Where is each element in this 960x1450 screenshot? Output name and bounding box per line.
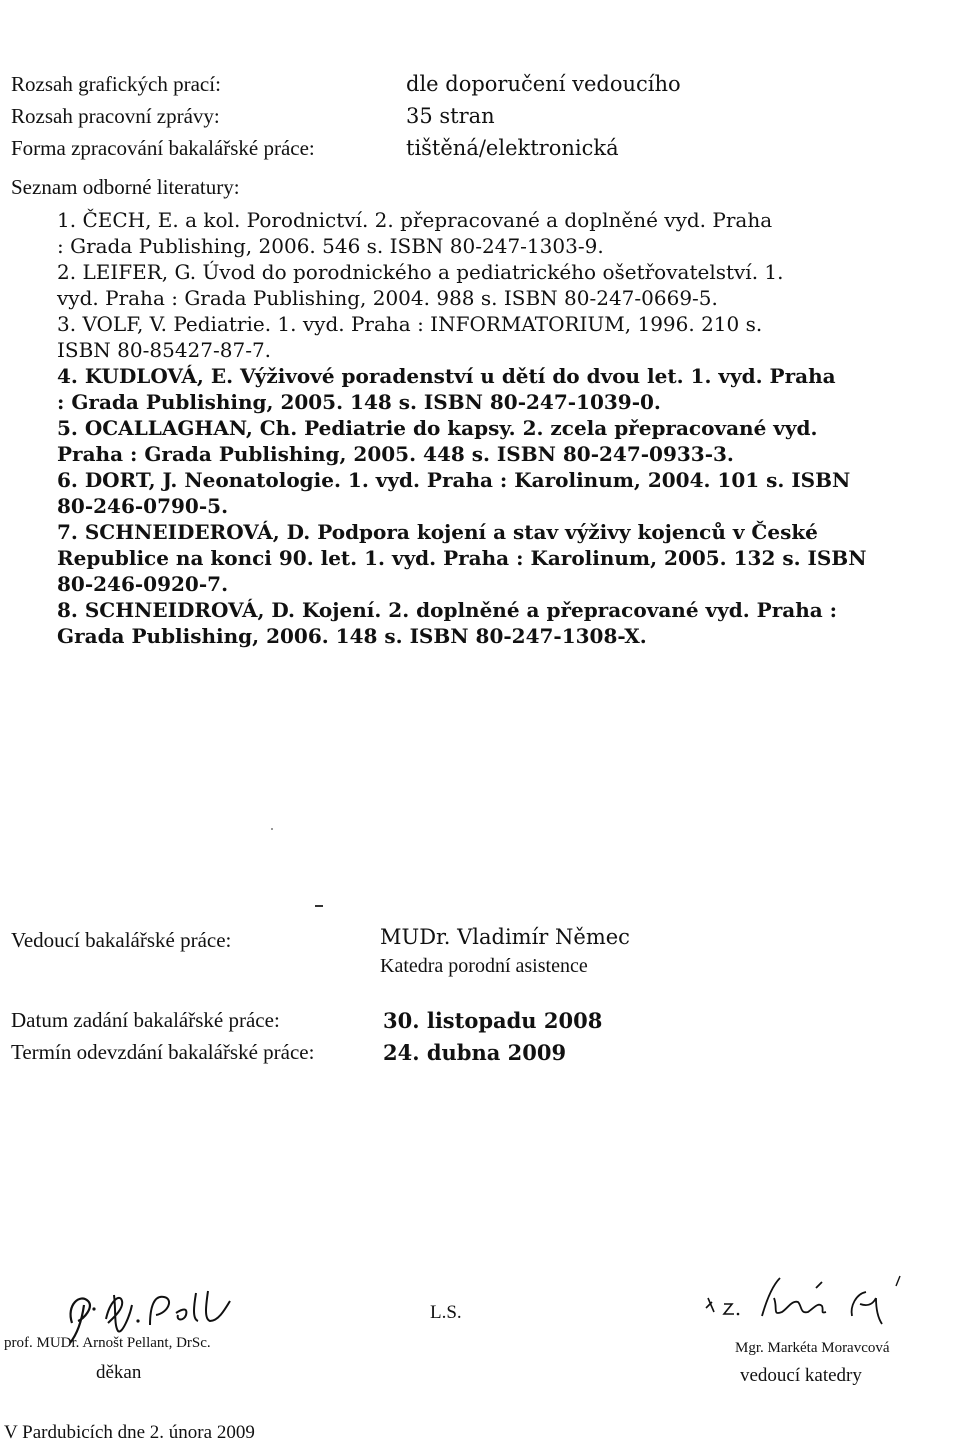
dean-name: prof. MUDr. Arnošt Pellant, DrSc.	[4, 1335, 211, 1351]
meta-value-graphics: dle doporučení vedoucího	[406, 72, 681, 96]
stray-mark	[315, 905, 323, 907]
literature-item-7-line-3: 80-246-0920-7.	[57, 572, 229, 596]
dean-role: děkan	[96, 1362, 142, 1383]
supervisor-department: Katedra porodní asistence	[380, 955, 588, 977]
literature-item-1-line-2: : Grada Publishing, 2006. 546 s. ISBN 80-247-1303-9.	[57, 234, 604, 258]
head-signature	[700, 1272, 930, 1332]
literature-item-8-line-2: Grada Publishing, 2006. 148 s. ISBN 80-247-1308-X.	[57, 624, 647, 648]
literature-item-2-line-2: vyd. Praha : Grada Publishing, 2004. 988 s. ISBN 80-247-0669-5.	[57, 286, 718, 310]
meta-label-report: Rozsah pracovní zprávy:	[11, 104, 220, 128]
literature-item-1-line-1: 1. ČECH, E. a kol. Porodnictví. 2. přepracované a doplněné vyd. Praha	[57, 208, 773, 232]
literature-item-7-line-2: Republice na konci 90. let. 1. vyd. Praha : Karolinum, 2005. 132 s. ISBN	[57, 546, 867, 570]
literature-item-5-line-2: Praha : Grada Publishing, 2005. 448 s. ISBN 80-247-0933-3.	[57, 442, 734, 466]
meta-value-report: 35 stran	[406, 104, 495, 128]
head-role: vedoucí katedry	[740, 1365, 862, 1386]
deadline-date-label: Termín odevzdání bakalářské práce:	[11, 1040, 315, 1064]
literature-label: Seznam odborné literatury:	[11, 175, 240, 199]
literature-item-5-line-1: 5. OCALLAGHAN, Ch. Pediatrie do kapsy. 2. zcela přepracované vyd.	[57, 416, 818, 440]
meta-label-form: Forma zpracování bakalářské práce:	[11, 136, 315, 160]
literature-list	[57, 207, 907, 649]
literature-item-7-line-1: 7. SCHNEIDEROVÁ, D. Podpora kojení a stav výživy kojenců v České	[57, 520, 818, 544]
literature-item-3-line-2: ISBN 80-85427-87-7.	[57, 338, 272, 362]
literature-item-8-line-1: 8. SCHNEIDROVÁ, D. Kojení. 2. doplněné a přepracované vyd. Praha :	[57, 598, 838, 622]
literature-item-4-line-1: 4. KUDLOVÁ, E. Výživové poradenství u dětí do dvou let. 1. vyd. Praha	[57, 364, 836, 388]
assigned-date-label: Datum zadání bakalářské práce:	[11, 1008, 280, 1032]
deadline-date-value: 24. dubna 2009	[383, 1040, 567, 1065]
seal-ls: L.S.	[430, 1302, 462, 1323]
supervisor-label: Vedoucí bakalářské práce:	[11, 928, 232, 952]
literature-item-3-line-1: 3. VOLF, V. Pediatrie. 1. vyd. Praha : INFORMATORIUM, 1996. 210 s.	[57, 312, 763, 336]
meta-label-graphics: Rozsah grafických prací:	[11, 72, 221, 96]
literature-item-6-line-1: 6. DORT, J. Neonatologie. 1. vyd. Praha : Karolinum, 2004. 101 s. ISBN	[57, 468, 851, 492]
place-date: V Pardubicích dne 2. února 2009	[4, 1422, 255, 1443]
supervisor-name: MUDr. Vladimír Němec	[380, 925, 630, 949]
stray-mark	[271, 828, 273, 830]
literature-item-6-line-2: 80-246-0790-5.	[57, 494, 229, 518]
head-name: Mgr. Markéta Moravcová	[735, 1340, 890, 1356]
meta-value-form: tištěná/elektronická	[406, 136, 619, 160]
literature-item-4-line-2: : Grada Publishing, 2005. 148 s. ISBN 80-247-1039-0.	[57, 390, 661, 414]
literature-item-2-line-1: 2. LEIFER, G. Úvod do porodnického a pediatrického ošetřovatelství. 1.	[57, 260, 784, 284]
assigned-date-value: 30. listopadu 2008	[383, 1008, 603, 1033]
